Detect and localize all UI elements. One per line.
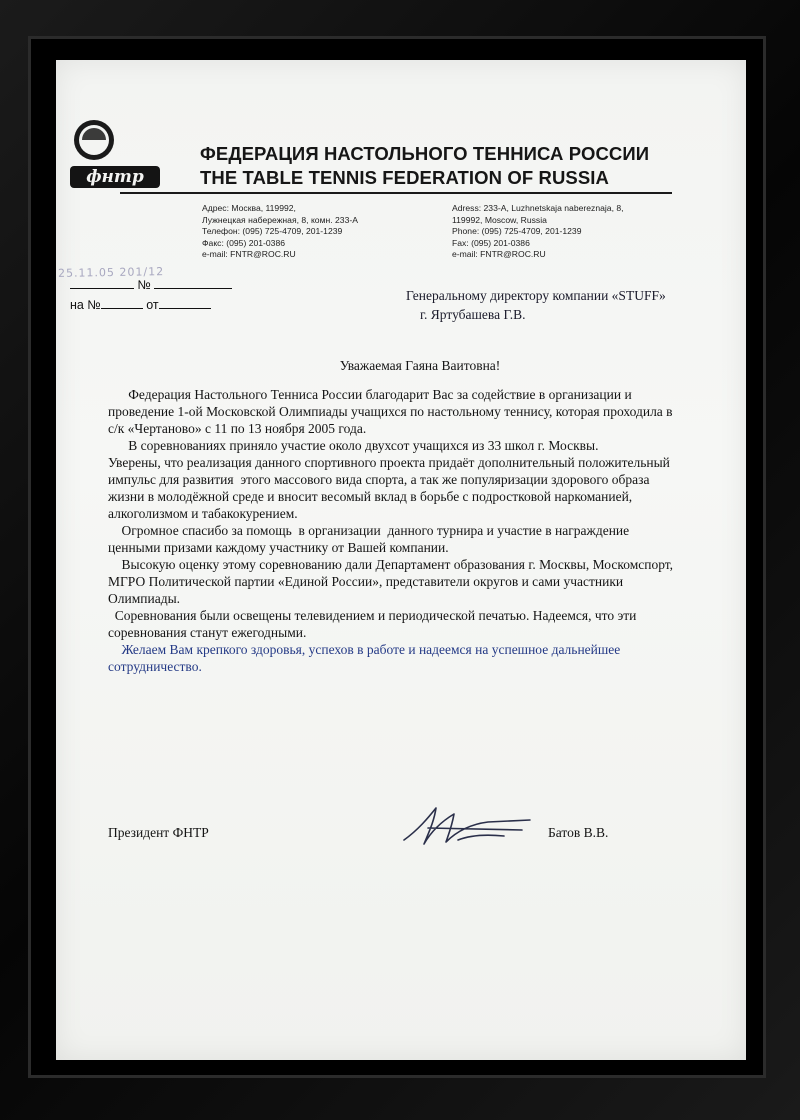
ref-number-blank: [101, 298, 143, 309]
fntr-logo: [64, 118, 164, 198]
body-line: с/к «Чертаново» с 11 по 13 ноября 2005 года.: [108, 421, 367, 436]
contact-line: Факс: (095) 201-0386: [202, 237, 286, 248]
from-label: от: [146, 298, 159, 312]
contact-line: e-mail: FNTR@ROC.RU: [452, 249, 546, 260]
date-blank: [70, 278, 134, 289]
letterhead-divider: [120, 192, 672, 194]
addressee: [406, 286, 666, 324]
body-line: Олимпиады.: [108, 591, 181, 606]
contact-block-ru: [202, 203, 358, 261]
contact-line: Адрес: Москва, 119992,: [202, 203, 296, 213]
body-line: жизни в молодёжной среде и вносит весомый вклад в борьбе с подростковой наркоманией,: [108, 489, 633, 504]
ref-date-blank: [159, 298, 211, 309]
body-line: импульс для развития этого массового вида спорта, а так же популяризации здорового образа: [108, 472, 650, 487]
contact-line: Телефон: (095) 725-4709, 201-1239: [202, 226, 343, 237]
body-line: ценными призами каждому участнику от Вашей компании.: [108, 540, 449, 555]
greeting: Уважаемая Гаяна Ваитовна!: [339, 358, 501, 373]
letter-body: [108, 386, 758, 675]
outgoing-number-line: [70, 278, 232, 292]
contact-line: Fax: (095) 201-0386: [452, 237, 530, 248]
org-title-ru: ФЕДЕРАЦИЯ НАСТОЛЬНОГО ТЕННИСА РОССИИ: [200, 143, 650, 164]
handwritten-signature: [398, 800, 538, 852]
body-line: Огромное спасибо за помощь в организации данного турнира и участие в награждение: [108, 523, 630, 538]
body-line: В соревнованиях приняло участие около двухсот учащихся из 33 школ г. Москвы.: [108, 438, 599, 453]
addressee-line-1: Генеральному директору компании «STUFF»: [406, 288, 666, 303]
contact-line: Лужнецкая набережная, 8, комн. 233-А: [202, 214, 358, 225]
body-line: Желаем Вам крепкого здоровья, успехов в работе и надеемся на успешное дальнейшее: [108, 642, 621, 657]
addressee-line-2: г. Яртубашева Г.В.: [420, 307, 526, 322]
handwritten-registration: 25.11.05 201/12: [57, 265, 165, 280]
contact-line: Adress: 233-A, Luzhnetskaja nabereznaja, 8,: [452, 203, 624, 213]
body-line: соревнования станут ежегодными.: [108, 625, 307, 640]
body-line: сотрудничество.: [108, 659, 202, 674]
contact-line: 119992, Moscow, Russia: [452, 214, 547, 225]
body-line: МГРО Политической партии «Единой России», представители округов и сами участники: [108, 574, 624, 589]
signatory-position: Президент ФНТР: [108, 825, 209, 840]
body-line: Федерация Настольного Тенниса России благодарит Вас за содействие в организации и: [108, 387, 632, 402]
body-line: Высокую оценку этому соревнованию дали Департамент образования г. Москвы, Москомспорт,: [108, 557, 674, 572]
contact-line: e-mail: FNTR@ROC.RU: [202, 249, 296, 260]
ref-label: на №: [70, 298, 101, 312]
contact-line: Phone: (095) 725-4709, 201-1239: [452, 226, 582, 237]
number-blank: [154, 278, 232, 289]
logo-lettering: фнтр: [86, 167, 144, 187]
number-label: №: [137, 278, 151, 292]
contact-block-en: [452, 203, 624, 261]
signatory-name: Батов В.В.: [548, 825, 609, 840]
org-title-en: THE TABLE TENNIS FEDERATION OF RUSSIA: [200, 167, 609, 188]
reference-number-line: [70, 298, 211, 312]
body-line: Соревнования были освещены телевидением и периодической печатью. Надеемся, что эти: [108, 608, 637, 623]
body-line: алкоголизмом и табакокурением.: [108, 506, 298, 521]
body-line: Уверены, что реализация данного спортивного проекта придаёт дополнительный положительный: [108, 455, 670, 470]
body-line: проведение 1-ой Московской Олимпиады учащихся по настольному теннису, которая проходила в: [108, 404, 673, 419]
